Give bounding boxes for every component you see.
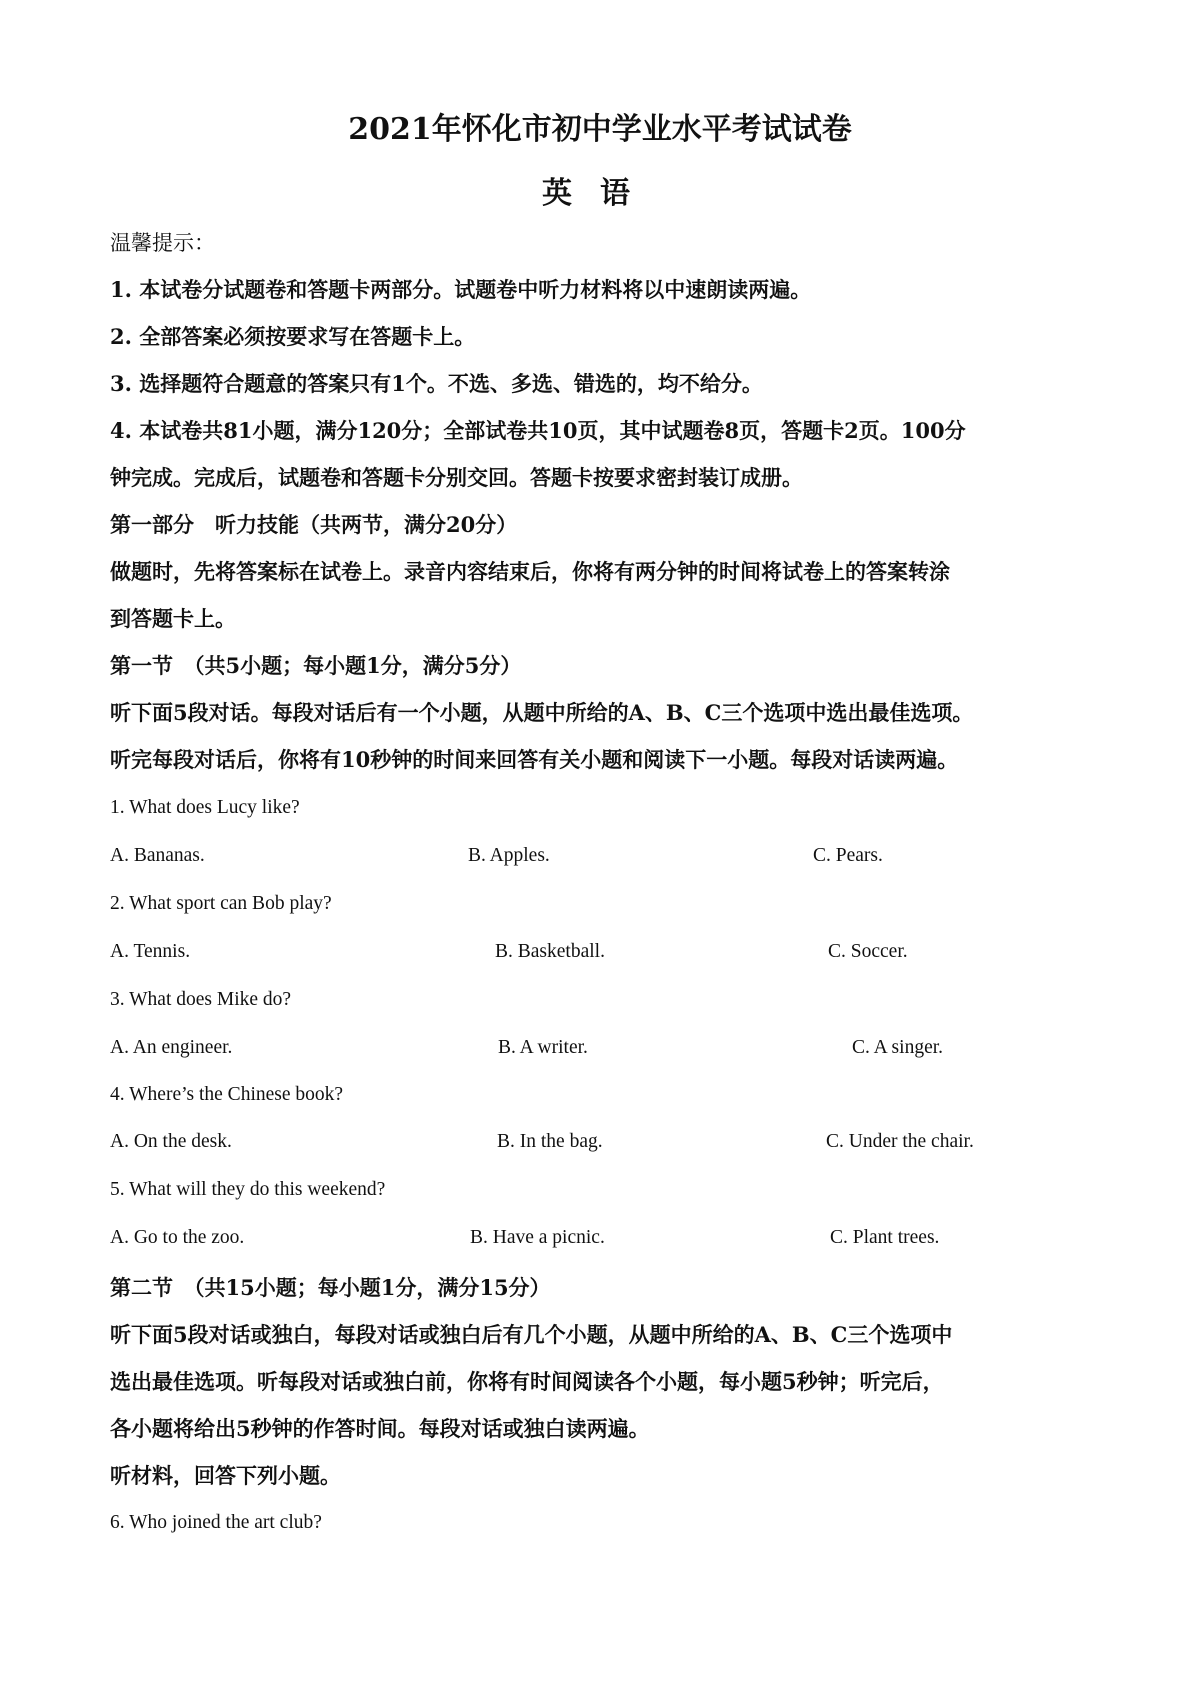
- notice-item-3: 3. 选择题符合题意的答案只有1个。不选、多选、错选的，均不给分。: [110, 371, 763, 396]
- question-1-option-b: B. Apples.: [468, 845, 550, 866]
- question-3-option-b: B. A writer.: [498, 1037, 588, 1058]
- exam-title: 2021年怀化市初中学业水平考试试卷: [348, 112, 852, 147]
- notice-item-4-line-2: 钟完成。完成后，试题卷和答题卡分别交回。答题卡按要求密封装订成册。: [110, 465, 803, 490]
- section1-intro-line-2: 听完每段对话后，你将有10秒钟的时间来回答有关小题和阅读下一小题。每段对话读两遍。: [110, 747, 959, 772]
- question-3-option-c: C. A singer.: [852, 1037, 944, 1058]
- question-1-stem: 1. What does Lucy like?: [110, 797, 300, 818]
- notice-item-1: 1. 本试卷分试题卷和答题卡两部分。试题卷中听力材料将以中速朗读两遍。: [110, 277, 812, 302]
- question-4-option-a: A. On the desk.: [110, 1131, 232, 1152]
- notice-heading: 温馨提示：: [110, 231, 215, 255]
- part1-intro-line-1: 做题时，先将答案标在试卷上。录音内容结束后，你将有两分钟的时间将试卷上的答案转涂: [110, 559, 950, 584]
- question-5-option-b: B. Have a picnic.: [470, 1227, 605, 1248]
- notice-item-2: 2. 全部答案必须按要求写在答题卡上。: [110, 324, 476, 349]
- question-2-option-a: A. Tennis.: [110, 941, 191, 962]
- question-4-stem: 4. Where’s the Chinese book?: [110, 1084, 344, 1105]
- section1-heading: 第一节 （共5小题；每小题1分，满分5分）: [110, 653, 522, 678]
- question-4-option-b: B. In the bag.: [497, 1131, 603, 1152]
- question-6-stem: 6. Who joined the art club?: [110, 1512, 322, 1533]
- section2-intro-line-1: 听下面5段对话或独白，每段对话或独白后有几个小题，从题中所给的A、B、C三个选项中: [110, 1322, 953, 1347]
- question-2-stem: 2. What sport can Bob play?: [110, 893, 332, 914]
- question-1-option-a: A. Bananas.: [110, 845, 205, 866]
- section2-intro-line-3: 各小题将给出5秒钟的作答时间。每段对话或独白读两遍。: [110, 1416, 650, 1441]
- notice-item-4-line-1: 4. 本试卷共81小题，满分120分；全部试卷共10页，其中试题卷8页，答题卡2页。100分: [110, 418, 966, 443]
- question-4-option-c: C. Under the chair.: [826, 1131, 974, 1152]
- section2-heading: 第二节 （共15小题；每小题1分，满分15分）: [110, 1275, 551, 1300]
- part1-heading: 第一部分 听力技能（共两节，满分20分）: [110, 512, 518, 537]
- question-5-option-a: A. Go to the zoo.: [110, 1227, 245, 1248]
- subject-title: 英语: [542, 176, 658, 211]
- question-2-option-c: C. Soccer.: [828, 941, 908, 962]
- question-3-option-a: A. An engineer.: [110, 1037, 233, 1058]
- question-3-stem: 3. What does Mike do?: [110, 989, 292, 1010]
- question-2-option-b: B. Basketball.: [495, 941, 605, 962]
- section1-intro-line-1: 听下面5段对话。每段对话后有一个小题，从题中所给的A、B、C三个选项中选出最佳选项。: [110, 700, 974, 725]
- section2-intro-line-2: 选出最佳选项。听每段对话或独白前，你将有时间阅读各个小题，每小题5秒钟；听完后，: [110, 1369, 944, 1394]
- question-5-option-c: C. Plant trees.: [830, 1227, 940, 1248]
- part1-intro-line-2: 到答题卡上。: [110, 606, 236, 631]
- question-1-option-c: C. Pears.: [813, 845, 883, 866]
- question-5-stem: 5. What will they do this weekend?: [110, 1179, 386, 1200]
- section2-instruction: 听材料，回答下列小题。: [110, 1463, 341, 1488]
